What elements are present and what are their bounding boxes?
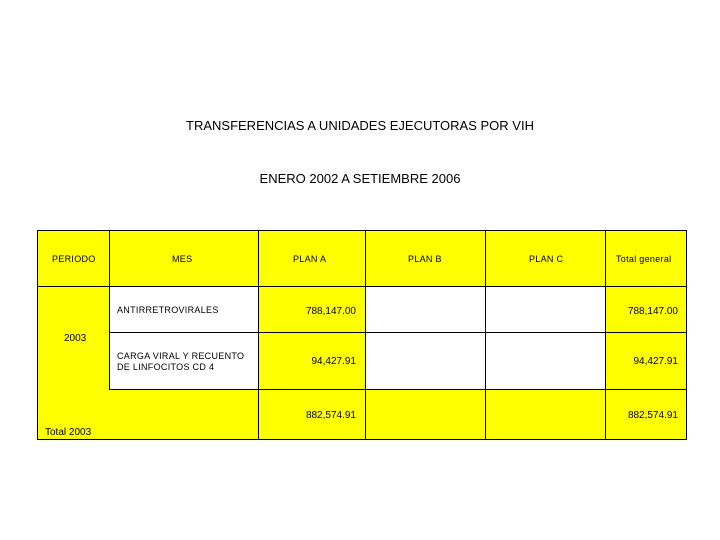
- report-title: TRANSFERENCIAS A UNIDADES EJECUTORAS POR VIH: [186, 118, 534, 133]
- row1-mes: ANTIRRETROVIRALES: [117, 305, 219, 315]
- header-mes: MES: [172, 254, 193, 264]
- report-subtitle: ENERO 2002 A SETIEMBRE 2006: [259, 171, 461, 186]
- row1-mes-cell: [109, 287, 258, 333]
- total-plan-c-cell: [485, 390, 605, 440]
- total-total: 882,574.91: [627, 410, 678, 421]
- total-plan-a: 882,574.91: [305, 410, 356, 421]
- header-plan-c-cell: [485, 230, 605, 287]
- row1-total-cell: [605, 287, 687, 333]
- header-plan-b: PLAN B: [408, 254, 442, 264]
- row2-plan-b-cell: [365, 333, 485, 390]
- header-plan-b-cell: [365, 230, 485, 287]
- row1-plan-a: 788,147.00: [305, 306, 356, 317]
- row1-total: 788,147.00: [627, 306, 678, 317]
- row2-total: 94,427.91: [633, 356, 678, 367]
- row1-plan-a-cell: [258, 287, 365, 333]
- header-total: Total general: [616, 254, 672, 264]
- header-mes-cell: [109, 230, 258, 287]
- row1-plan-b-cell: [365, 287, 485, 333]
- row2-plan-c-cell: [485, 333, 605, 390]
- header-plan-c: PLAN C: [529, 254, 564, 264]
- header-plan-a-cell: [258, 230, 365, 287]
- period-cell: [37, 287, 109, 390]
- row2-total-cell: [605, 333, 687, 390]
- total-plan-b-cell: [365, 390, 485, 440]
- total-plan-a-cell: [258, 390, 365, 440]
- header-periodo: PERIODO: [52, 254, 96, 264]
- total-label: Total 2003: [45, 427, 92, 438]
- header-plan-a: PLAN A: [293, 254, 327, 264]
- row2-mes-cell: [109, 333, 258, 390]
- header-total-cell: [605, 230, 687, 287]
- period-label: 2003: [64, 333, 87, 344]
- total-total-cell: [605, 390, 687, 440]
- total-label-cell: [37, 390, 258, 440]
- row2-plan-a: 94,427.91: [311, 356, 356, 367]
- row2-mes: CARGA VIRAL Y RECUENTO DE LINFOCITOS CD 4: [117, 351, 245, 372]
- header-periodo-cell: [37, 230, 109, 287]
- row1-plan-c-cell: [485, 287, 605, 333]
- row2-plan-a-cell: [258, 333, 365, 390]
